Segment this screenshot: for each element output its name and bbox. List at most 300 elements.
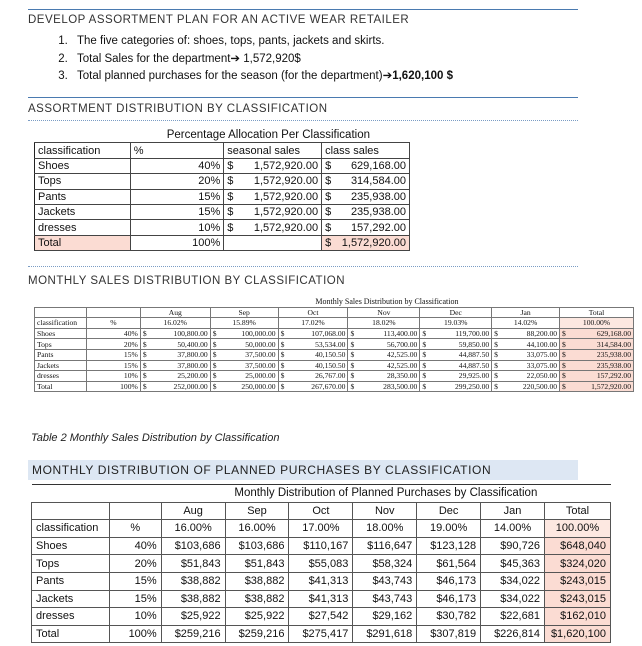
- month-pct: 15.89%: [210, 318, 278, 329]
- month-pct: 16.02%: [140, 318, 210, 329]
- amount: 37,500.00: [245, 350, 276, 360]
- total-class-sales: [322, 235, 410, 250]
- currency: $: [325, 206, 332, 219]
- value-wrap: [494, 350, 557, 359]
- month-pct: 18.00%: [353, 520, 417, 538]
- pct-cell: 15%: [109, 572, 161, 590]
- classification-cell: Tops: [35, 174, 131, 189]
- value-cell: [210, 339, 278, 350]
- pct-cell: 100%: [86, 381, 140, 392]
- value-wrap: [143, 382, 208, 391]
- class-sales-cell: [322, 204, 410, 219]
- currency: $: [142, 382, 147, 392]
- planned-purchases-table: [31, 484, 611, 643]
- currency: $: [422, 350, 427, 360]
- page-title: DEVELOP ASSORTMENT PLAN FOR AN ACTIVE WEAR RETAILER: [28, 14, 410, 26]
- value-cell: $110,167: [289, 537, 353, 555]
- assortment-heading: ASSORTMENT DISTRIBUTION BY CLASSIFICATION: [28, 103, 328, 115]
- value-cell: [278, 360, 348, 371]
- amount: 28,350.00: [386, 371, 418, 381]
- value-cell: $43,743: [353, 572, 417, 590]
- classification-cell: dresses: [32, 608, 110, 626]
- empty-cell: [32, 502, 110, 520]
- value-cell: [140, 381, 210, 392]
- currency: $: [422, 329, 427, 339]
- currency: $: [422, 371, 427, 381]
- assortment-table: [34, 128, 410, 251]
- table-row: [35, 339, 634, 350]
- total-pct: 100%: [130, 235, 224, 250]
- value-cell: [210, 328, 278, 339]
- amount: 235,938.00: [596, 350, 631, 360]
- value-cell: [278, 371, 348, 382]
- value-cell: $103,686: [225, 537, 289, 555]
- currency: $: [562, 382, 566, 392]
- header-class: class sales: [322, 143, 410, 158]
- month-header: Aug: [140, 307, 210, 318]
- amount: 267,670.00: [311, 382, 346, 392]
- value-cell: $259,216: [161, 625, 225, 643]
- value-cell: $259,216: [225, 625, 289, 643]
- amount: 25,000.00: [245, 371, 276, 381]
- currency: $: [350, 350, 355, 360]
- value-cell: $45,363: [481, 555, 545, 573]
- currency: $: [350, 382, 355, 392]
- pct-cell: 15%: [109, 590, 161, 608]
- month-header: Dec: [417, 502, 481, 520]
- class-sales-cell: [322, 158, 410, 173]
- pct-header-row: [35, 318, 634, 329]
- value-wrap: [281, 361, 346, 370]
- value-wrap: [350, 329, 417, 338]
- amount: 50,000.00: [245, 339, 276, 349]
- currency: $: [494, 339, 498, 349]
- section-rule-1: [28, 97, 578, 98]
- amount: 42,525.00: [386, 360, 418, 370]
- amount: 40,150.50: [315, 350, 346, 360]
- pct-cell: 100%: [109, 625, 161, 643]
- value-cell: $123,128: [417, 537, 481, 555]
- pct-header-row: [32, 520, 611, 538]
- table-row: [32, 608, 611, 626]
- value-cell: [560, 328, 634, 339]
- value-wrap: [494, 382, 557, 391]
- value-wrap: [213, 382, 276, 391]
- month-pct: 17.02%: [278, 318, 348, 329]
- month-header: Oct: [289, 502, 353, 520]
- top-rule: [28, 9, 578, 10]
- value-wrap: [143, 329, 208, 338]
- amount: 88,200.00: [526, 329, 558, 339]
- seasonal-value: [227, 159, 318, 173]
- value-cell: $38,882: [225, 590, 289, 608]
- value-cell: $25,922: [225, 608, 289, 626]
- value-cell: $648,040: [544, 537, 610, 555]
- classification-cell: Total: [35, 381, 87, 392]
- planned-purchases-caption: Monthly Distribution of Planned Purchases by Classification: [161, 485, 610, 503]
- intro-item-1: 1. The five categories of: shoes, tops, pants, jackets and skirts.: [71, 33, 453, 51]
- value-cell: $324,020: [544, 555, 610, 573]
- amount: 314,584.00: [596, 339, 631, 349]
- amount: 250,000.00: [241, 382, 276, 392]
- currency: $: [212, 329, 217, 339]
- month-header: Jan: [492, 307, 560, 318]
- classification-cell: Pants: [35, 349, 87, 360]
- value-cell: $162,010: [544, 608, 610, 626]
- value-cell: $103,686: [161, 537, 225, 555]
- currency: $: [142, 360, 147, 370]
- header-pct: %: [130, 143, 224, 158]
- table-row: [32, 572, 611, 590]
- class-sales-cell: [322, 220, 410, 235]
- value-wrap: [494, 361, 557, 370]
- currency: $: [280, 339, 285, 349]
- value-cell: $22,681: [481, 608, 545, 626]
- amount: 119,700.00: [455, 329, 490, 339]
- month-header: Nov: [348, 307, 420, 318]
- value-wrap: [213, 350, 276, 359]
- seasonal-cell: [224, 220, 322, 235]
- class-value: [325, 205, 406, 219]
- value-cell: [140, 371, 210, 382]
- amount: 37,800.00: [177, 360, 208, 370]
- month-pct: 14.02%: [492, 318, 560, 329]
- value-cell: [420, 339, 492, 350]
- currency: $: [562, 371, 566, 381]
- amount: 1,572,920.00: [253, 175, 319, 188]
- table-row: [32, 625, 611, 643]
- value-cell: [348, 381, 420, 392]
- classification-cell: Jackets: [35, 360, 87, 371]
- amount: 37,500.00: [245, 360, 276, 370]
- value-cell: $90,726: [481, 537, 545, 555]
- value-cell: $41,313: [289, 572, 353, 590]
- value-cell: $226,814: [481, 625, 545, 643]
- table-row: [35, 220, 410, 235]
- amount: 44,887.50: [458, 350, 490, 360]
- table-row: [35, 189, 410, 204]
- value-wrap: [143, 340, 208, 349]
- value-cell: [348, 349, 420, 360]
- classification-cell: Shoes: [35, 158, 131, 173]
- currency: $: [562, 329, 566, 339]
- value-cell: [210, 371, 278, 382]
- currency: $: [325, 221, 332, 234]
- currency: $: [422, 382, 427, 392]
- value-cell: [492, 381, 560, 392]
- currency: $: [325, 175, 332, 188]
- value-wrap: [494, 340, 557, 349]
- value-cell: $51,843: [225, 555, 289, 573]
- value-cell: $55,083: [289, 555, 353, 573]
- month-pct: 100.00%: [544, 520, 610, 538]
- amount: 235,938.00: [350, 190, 406, 203]
- currency: $: [142, 329, 147, 339]
- value-cell: $30,782: [417, 608, 481, 626]
- seasonal-value: [227, 221, 318, 235]
- value-wrap: [213, 340, 276, 349]
- classification-cell: Shoes: [32, 537, 110, 555]
- value-wrap: [562, 329, 631, 338]
- value-cell: [348, 328, 420, 339]
- value-wrap: [562, 382, 631, 391]
- month-pct: 19.00%: [417, 520, 481, 538]
- currency: $: [227, 221, 234, 234]
- class-value: [325, 174, 406, 188]
- value-wrap: [281, 371, 346, 380]
- table-row: [35, 349, 634, 360]
- month-header: Total: [544, 502, 610, 520]
- value-cell: [140, 360, 210, 371]
- pct-cell: 40%: [86, 328, 140, 339]
- value-cell: $275,417: [289, 625, 353, 643]
- pct-cell: 10%: [109, 608, 161, 626]
- amount: 157,292.00: [596, 371, 631, 381]
- value-wrap: [350, 361, 417, 370]
- amount: 44,100.00: [526, 339, 558, 349]
- amount: 37,800.00: [177, 350, 208, 360]
- seasonal-cell: [224, 174, 322, 189]
- amount: 50,400.00: [177, 339, 208, 349]
- currency: $: [280, 360, 285, 370]
- currency: $: [325, 236, 332, 249]
- value-cell: $307,819: [417, 625, 481, 643]
- currency: $: [494, 350, 498, 360]
- monthly-sales-table: [34, 297, 634, 392]
- month-header: Sep: [225, 502, 289, 520]
- intro-item-2: 2. Total Sales for the department➔ 1,572,920$: [71, 51, 453, 69]
- value-wrap: [562, 350, 631, 359]
- currency: $: [422, 360, 427, 370]
- value-cell: [210, 360, 278, 371]
- value-wrap: [281, 329, 346, 338]
- value-cell: [420, 381, 492, 392]
- currency: $: [422, 339, 427, 349]
- value-wrap: [350, 382, 417, 391]
- value-wrap: [422, 329, 489, 338]
- amount: 235,938.00: [596, 360, 631, 370]
- pct-cell: 15%: [130, 189, 224, 204]
- value-wrap: [143, 361, 208, 370]
- value-wrap: [422, 382, 489, 391]
- month-pct: 17.00%: [289, 520, 353, 538]
- value-cell: $291,618: [353, 625, 417, 643]
- currency: $: [212, 371, 217, 381]
- currency: $: [562, 360, 566, 370]
- currency: $: [227, 190, 234, 203]
- amount: 113,400.00: [383, 329, 418, 339]
- classification-cell: Tops: [32, 555, 110, 573]
- currency: $: [562, 350, 566, 360]
- value-cell: [420, 328, 492, 339]
- classification-header: classification: [32, 520, 110, 538]
- amount: 283,500.00: [383, 382, 418, 392]
- currency: $: [142, 339, 147, 349]
- classification-cell: Tops: [35, 339, 87, 350]
- amount: 53,534.00: [315, 339, 346, 349]
- currency: $: [212, 360, 217, 370]
- table-caption: Table 2 Monthly Sales Distribution by Classification: [31, 432, 280, 444]
- value-cell: [348, 360, 420, 371]
- value-cell: [560, 360, 634, 371]
- amount: 1,572,920.00: [253, 190, 319, 203]
- amount: 252,000.00: [173, 382, 208, 392]
- currency: $: [350, 339, 355, 349]
- value-cell: [492, 328, 560, 339]
- value-cell: $243,015: [544, 590, 610, 608]
- value-cell: $116,647: [353, 537, 417, 555]
- value-cell: $1,620,100: [544, 625, 610, 643]
- class-value: [325, 190, 406, 204]
- value-cell: [560, 371, 634, 382]
- pct-cell: 10%: [130, 220, 224, 235]
- table-row: [35, 328, 634, 339]
- value-cell: [278, 349, 348, 360]
- currency: $: [280, 329, 285, 339]
- value-cell: [278, 328, 348, 339]
- value-wrap: [213, 361, 276, 370]
- pct-cell: 20%: [109, 555, 161, 573]
- value-cell: $58,324: [353, 555, 417, 573]
- table-row: [35, 204, 410, 219]
- table-row: [32, 537, 611, 555]
- classification-cell: Jackets: [32, 590, 110, 608]
- value-wrap: [281, 350, 346, 359]
- amount: 629,168.00: [596, 329, 631, 339]
- seasonal-cell: [224, 158, 322, 173]
- section-dotrule-1: [28, 120, 578, 121]
- table-row: [35, 143, 410, 158]
- header-classification: classification: [35, 143, 131, 158]
- value-cell: $38,882: [161, 572, 225, 590]
- pct-header: %: [86, 318, 140, 329]
- empty-cell: [109, 502, 161, 520]
- value-wrap: [143, 350, 208, 359]
- planned-purchases-heading: MONTHLY DISTRIBUTION OF PLANNED PURCHASES BY CLASSIFICATION: [28, 460, 578, 480]
- value-cell: $43,743: [353, 590, 417, 608]
- month-pct: 100.00%: [560, 318, 634, 329]
- amount: 40,150.50: [315, 360, 346, 370]
- pct-cell: 10%: [86, 371, 140, 382]
- classification-cell: Jackets: [35, 204, 131, 219]
- currency: $: [350, 329, 355, 339]
- seasonal-cell: [224, 204, 322, 219]
- currency: $: [227, 175, 234, 188]
- currency: $: [494, 371, 498, 381]
- value-cell: [278, 381, 348, 392]
- value-cell: $61,564: [417, 555, 481, 573]
- amount: 29,925.00: [458, 371, 490, 381]
- month-header: Total: [560, 307, 634, 318]
- currency: $: [280, 350, 285, 360]
- month-pct: 14.00%: [481, 520, 545, 538]
- month-header-row: [32, 502, 611, 520]
- month-header: Dec: [420, 307, 492, 318]
- value-cell: $25,922: [161, 608, 225, 626]
- month-header: Sep: [210, 307, 278, 318]
- table-row: [35, 381, 634, 392]
- value-cell: $27,542: [289, 608, 353, 626]
- class-value: [325, 159, 406, 173]
- value-wrap: [350, 350, 417, 359]
- classification-header: classification: [35, 318, 87, 329]
- seasonal-value: [227, 174, 318, 188]
- value-wrap: [422, 361, 489, 370]
- value-cell: [140, 339, 210, 350]
- table-row: [35, 371, 634, 382]
- seasonal-value: [227, 205, 318, 219]
- amount: 1,572,920.00: [253, 206, 319, 219]
- value-wrap: [562, 371, 631, 380]
- value-cell: $38,882: [225, 572, 289, 590]
- amount: 42,525.00: [386, 350, 418, 360]
- value-cell: [560, 381, 634, 392]
- amount: 33,075.00: [526, 350, 558, 360]
- value-cell: [492, 349, 560, 360]
- amount: 56,700.00: [386, 339, 418, 349]
- value-wrap: [281, 340, 346, 349]
- currency: $: [562, 339, 566, 349]
- classification-cell: Pants: [35, 189, 131, 204]
- class-sales-cell: [322, 174, 410, 189]
- value-cell: $51,843: [161, 555, 225, 573]
- month-header: Aug: [161, 502, 225, 520]
- total-label: Total: [35, 235, 131, 250]
- classification-cell: Pants: [32, 572, 110, 590]
- pct-cell: 15%: [86, 349, 140, 360]
- currency: $: [212, 350, 217, 360]
- currency: $: [494, 329, 498, 339]
- class-sales-cell: [322, 189, 410, 204]
- value-wrap: [562, 340, 631, 349]
- empty-cell: [35, 307, 87, 318]
- currency: $: [227, 206, 234, 219]
- month-pct: 16.00%: [161, 520, 225, 538]
- table-row: [32, 590, 611, 608]
- value-cell: $29,162: [353, 608, 417, 626]
- currency: $: [325, 159, 332, 172]
- amount: 44,887.50: [458, 360, 490, 370]
- value-wrap: [422, 371, 489, 380]
- value-wrap: [213, 371, 276, 380]
- intro-list: [28, 33, 453, 86]
- classification-cell: Total: [32, 625, 110, 643]
- month-header: Jan: [481, 502, 545, 520]
- pct-cell: 40%: [130, 158, 224, 173]
- value-cell: [492, 371, 560, 382]
- value-cell: $34,022: [481, 590, 545, 608]
- monthly-sales-caption: Monthly Sales Distribution by Classification: [315, 297, 459, 307]
- value-cell: $38,882: [161, 590, 225, 608]
- amount: 107,068.00: [311, 329, 346, 339]
- seasonal-value: [227, 190, 318, 204]
- amount: 1,572,920.00: [253, 221, 319, 234]
- amount: 22,050.00: [526, 371, 558, 381]
- table-row: [35, 158, 410, 173]
- amount: 314,584.00: [350, 175, 406, 188]
- month-pct: 18.02%: [348, 318, 420, 329]
- value-wrap: [281, 382, 346, 391]
- value-cell: $46,173: [417, 590, 481, 608]
- amount: 1,572,920.00: [341, 236, 406, 249]
- value-cell: [348, 339, 420, 350]
- value-wrap: [422, 350, 489, 359]
- header-seasonal: seasonal sales: [224, 143, 322, 158]
- currency: $: [142, 350, 147, 360]
- value-wrap: [350, 340, 417, 349]
- value-cell: [140, 349, 210, 360]
- currency: $: [212, 339, 217, 349]
